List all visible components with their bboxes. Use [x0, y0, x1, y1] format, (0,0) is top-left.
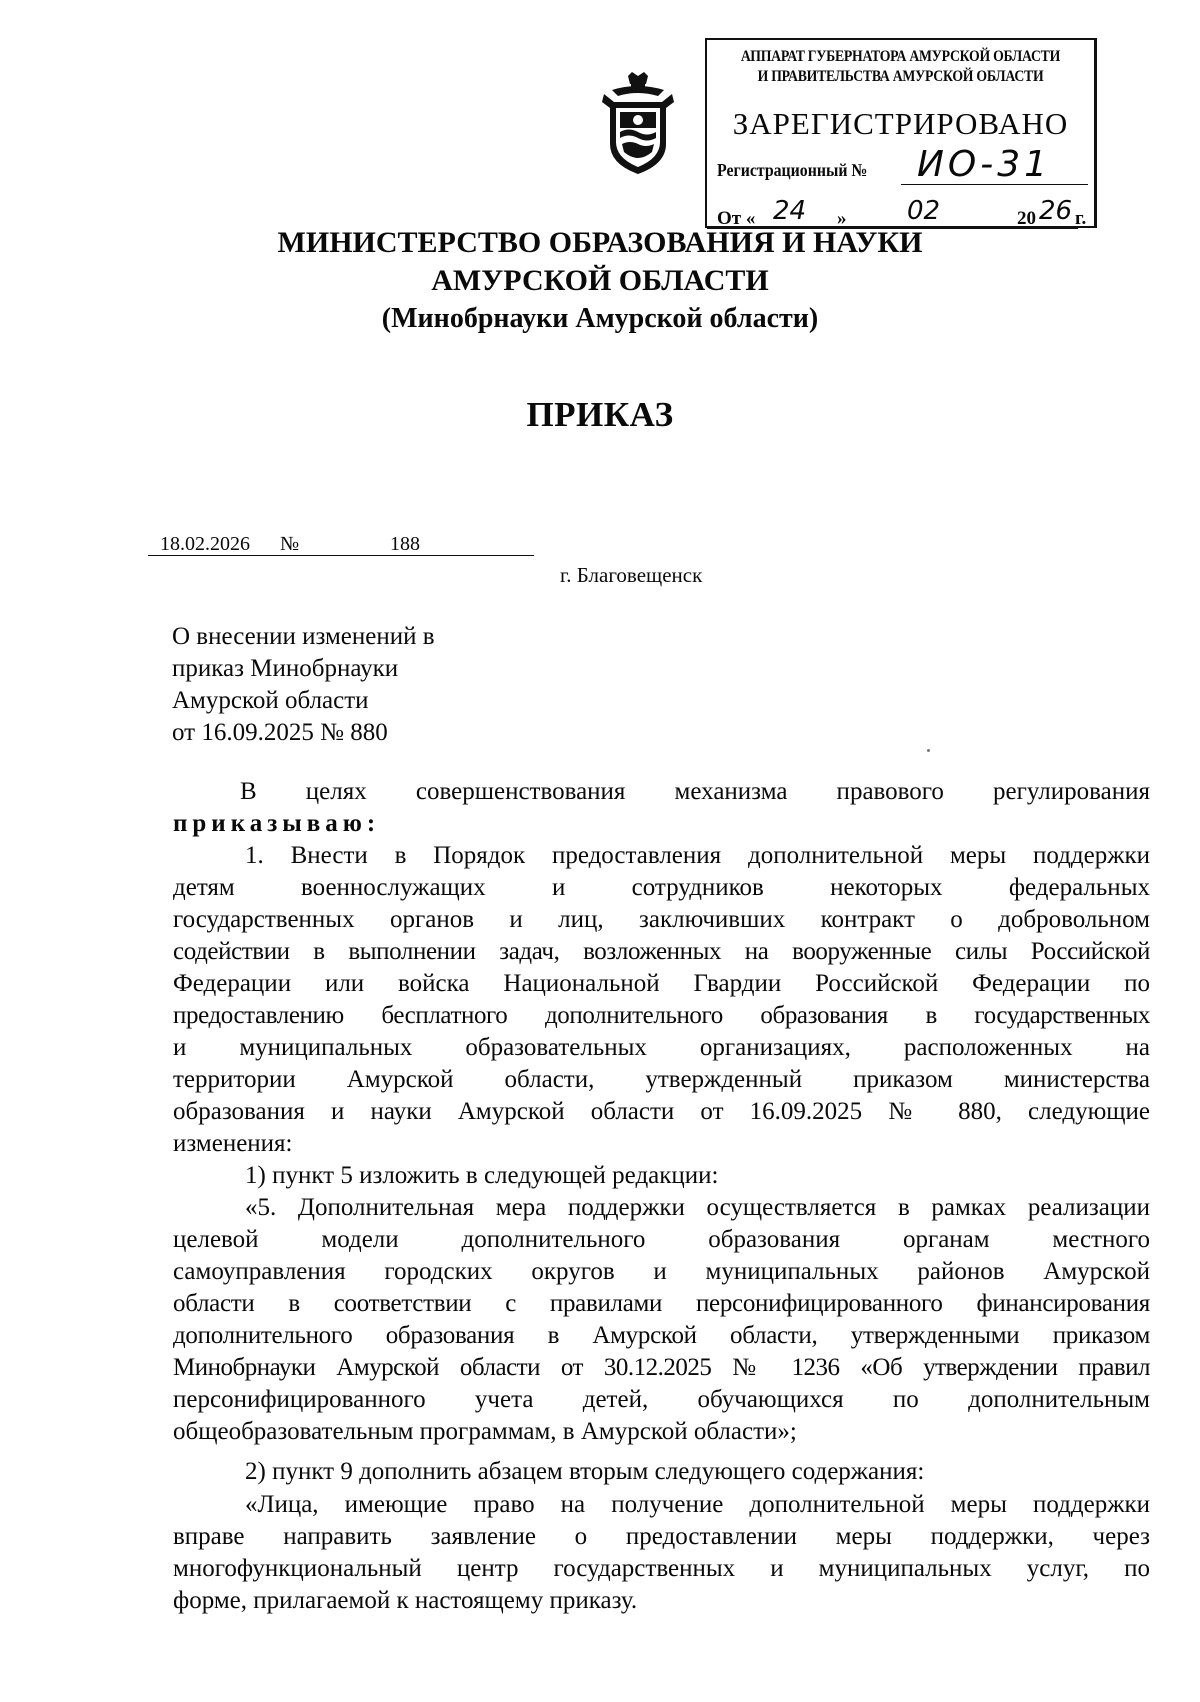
body-line: детям военнослужащих и сотрудников некоторых федеральных	[173, 874, 1150, 901]
body-line: 2) пункт 9 дополнить абзацем вторым следующего содержания:	[245, 1458, 925, 1485]
body-line: многофункциональный центр государственных и муниципальных услуг, по	[173, 1555, 1150, 1582]
body-line: образования и науки Амурской области от 16.09.2025 № 880, следующие	[173, 1098, 1150, 1125]
date-number-underline	[148, 555, 534, 556]
order-date: 18.02.2026	[160, 533, 250, 555]
stamp-date-suffix: г.	[1075, 208, 1087, 229]
subject-line: приказ Минобрнауки	[172, 655, 399, 682]
body-line: В целях совершенствования механизма правового регулирования	[240, 778, 1150, 805]
body-line: содействии в выполнении задач, возложенных на вооруженные силы Российской	[173, 938, 1150, 965]
coat-of-arms-emblem	[598, 72, 678, 176]
subject-line: Амурской области	[172, 687, 369, 714]
stamp-date-mid: »	[837, 208, 847, 229]
city: г. Благовещенск	[560, 563, 703, 587]
body-line: изменения:	[173, 1130, 293, 1157]
stamp-date-day: 24	[773, 196, 807, 226]
body-line: дополнительного образования в Амурской области, утвержденными приказом	[173, 1322, 1150, 1349]
body-line: Федерации или войска Национальной Гвардии Российской Федерации по	[173, 970, 1150, 997]
registration-stamp	[705, 38, 1097, 228]
stamp-org-line2: И ПРАВИТЕЛЬСТВА АМУРСКОЙ ОБЛАСТИ	[757, 68, 1044, 85]
stamp-title: ЗАРЕГИСТРИРОВАНО	[732, 106, 1069, 141]
stamp-reg-underline	[901, 184, 1088, 185]
body-line: целевой модели дополнительного образования органам местного	[173, 1226, 1150, 1253]
stamp-org-line1: АППАРАТ ГУБЕРНАТОРА АМУРСКОЙ ОБЛАСТИ	[740, 48, 1061, 65]
ministry-short-name: (Минобрнауки Амурской области)	[381, 303, 819, 334]
body-line: государственных органов и лиц, заключивших контракт о добровольном	[173, 906, 1150, 933]
subject-line: О внесении изменений в	[172, 623, 435, 650]
stamp-date-prefix: От «	[717, 208, 756, 229]
stamp-reg-number: ИО-31	[917, 144, 1052, 185]
body-line: самоуправления городских округов и муниципальных районов Амурской	[173, 1258, 1150, 1285]
body-line: Минобрнауки Амурской области от 30.12.2025 № 1236 «Об утверждении правил	[173, 1354, 1150, 1381]
body-line: форме, прилагаемой к настоящему приказу.	[173, 1587, 638, 1614]
stamp-date-year-suffix: 26	[1039, 196, 1073, 226]
stamp-reg-label: Регистрационный №	[717, 160, 868, 180]
order-number: 188	[390, 533, 420, 555]
body-line: общеобразовательным программам, в Амурской области»;	[173, 1418, 797, 1445]
order-subject	[172, 621, 435, 749]
body-line: «5. Дополнительная мера поддержки осуществляется в рамках реализации	[245, 1194, 1150, 1221]
document-type-title: ПРИКАЗ	[526, 395, 674, 434]
stamp-date-month: 02	[907, 196, 941, 226]
body-line: «Лица, имеющие право на получение дополнительной меры поддержки	[245, 1491, 1150, 1518]
body-line: и муниципальных образовательных организациях, расположенных на	[173, 1034, 1150, 1061]
scan-mark	[927, 749, 930, 752]
stamp-date-year-prefix: 20	[1017, 208, 1036, 229]
body-line: области в соответствии с правилами персонифицированного финансирования	[173, 1290, 1150, 1317]
order-number-sign: №	[280, 533, 300, 555]
body-line: территории Амурской области, утвержденный приказом министерства	[173, 1066, 1150, 1093]
subject-line: от 16.09.2025 № 880	[172, 719, 388, 746]
body-line: персонифицированного учета детей, обучающихся по дополнительным	[173, 1386, 1150, 1413]
body-line: вправе направить заявление о предоставлении меры поддержки, через	[173, 1523, 1150, 1550]
body-line: 1. Внести в Порядок предоставления дополнительной меры поддержки	[245, 842, 1150, 869]
body-line-decree: приказываю:	[173, 810, 381, 837]
ministry-name-line2: АМУРСКОЙ ОБЛАСТИ	[431, 264, 769, 297]
body-line: предоставлению бесплатного дополнительного образования в государственных	[173, 1002, 1150, 1029]
ministry-name-line1: МИНИСТЕРСТВО ОБРАЗОВАНИЯ И НАУКИ	[277, 226, 923, 259]
body-line: 1) пункт 5 изложить в следующей редакции:	[245, 1162, 719, 1189]
